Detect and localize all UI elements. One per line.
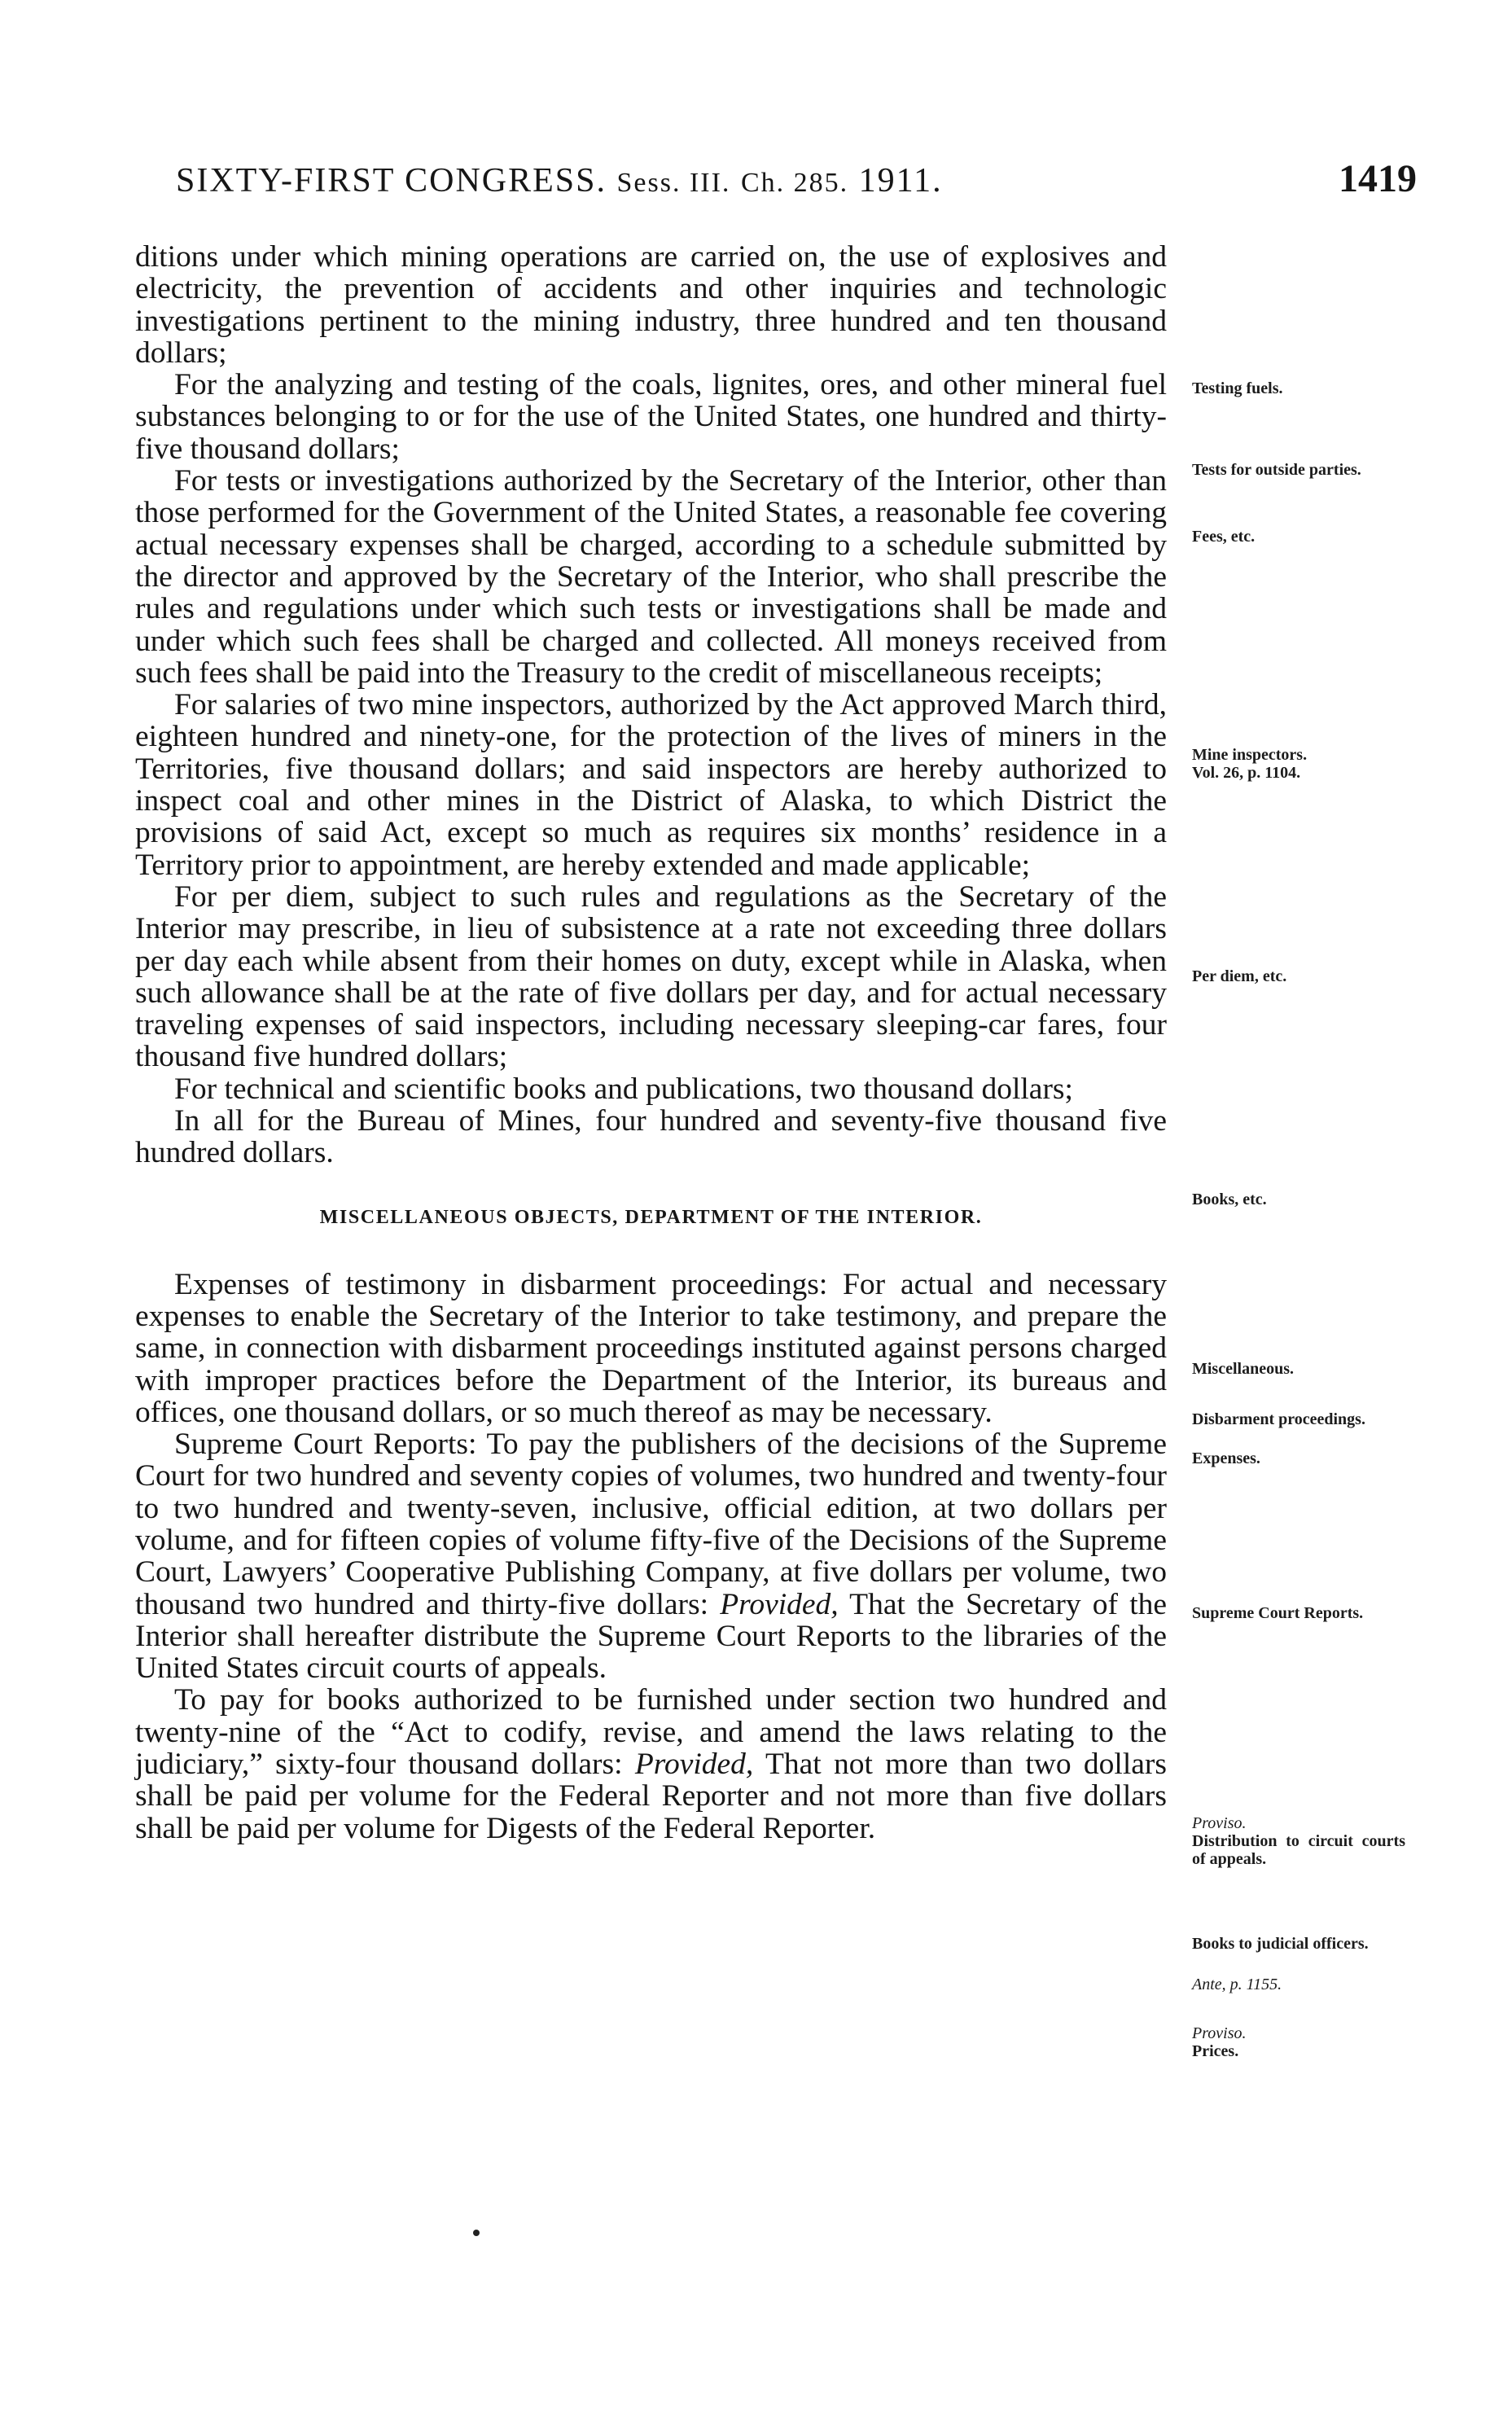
margin-note-vol-reference: Vol. 26, p. 1104. [1192,764,1301,782]
paragraph-testing-fuels: For the analyzing and testing of the coals, lignites, ores, and other mineral fuel substances belonging to or for the use of the United States, one hundred and thirty-five thousand dollars; [135,368,1167,466]
paragraph-per-diem: For per diem, subject to such rules and regulations as the Secretary of the Interior may prescribe, in lieu of subsistence at a rate not exceeding three dollars per day each while absent from their homes on duty, except while in Alaska, when such allowance shall be at the rate of five dollars per day, and for actual necessary traveling expenses of said inspectors, including necessary sleeping-car fares, four thousand five hundred dollars; [135,879,1167,1074]
paragraph-continuation: ditions under which mining operations are carried on, the use of explosives and electricity, the prevention of accidents and other inquiries and technologic investigations pertinent to the mining industry, three hundred and ten thousand dollars; [135,240,1167,370]
proviso-prices-text: That not more than two dollars shall be paid per volume for the Federal Reporter and not more than five dollars shall be paid per volume for Digests of the Federal Reporter. [135,1748,1167,1845]
chapter-label: Ch. 285. [740,168,849,198]
running-head-text [176,161,943,200]
paragraph-books: For technical and scientific books and publications, two thousand dollars; [174,1072,1073,1106]
margin-note-mine-inspectors: Mine inspectors. [1192,746,1308,764]
page-number: 1419 [1339,157,1417,200]
margin-note-per-diem: Per diem, etc. [1192,967,1287,985]
session-label: Sess. III. [616,168,731,198]
margin-note-books: Books, etc. [1192,1191,1267,1208]
year-label: 1911. [858,162,943,200]
margin-note-supreme-court: Supreme Court Reports. [1192,1604,1364,1622]
paragraph-supreme-court-reports [135,1428,1167,1684]
running-head [176,157,1446,218]
supreme-court-text: Supreme Court Reports: To pay the publishers of the decisions of the Supreme Court for two hundred and seventy copies of volumes, two hundred and twenty-four to two hundred and twenty-seven, inclusive, official edition, at two dollars per volume, and for fifteen copies of volume fifty-five of the Decisions of the Supreme Court, Lawyers’ Cooperative Publishing Company, at five dollars per volume, two thousand two hundred and thirty-five dollars: [135,1427,1167,1621]
margin-note-proviso: Proviso. [1192,2024,1247,2042]
body-text [135,241,1167,1844]
ink-speck [473,2230,480,2236]
section-heading: MISCELLANEOUS OBJECTS, DEPARTMENT OF THE INTERIOR. [319,1206,983,1228]
paragraph-outside-tests: For tests or investigations authorized by the Secretary of the Interior, other than those performed for the Government of the United States, a reasonable fee covering actual necessary expenses shall be charged, according to a schedule submitted by the director and approved by the Secretary of the Interior, who shall prescribe the rules and regulations under which such tests or investigations shall be made and under which such fees shall be charged and collected. All moneys received from such fees shall be paid into the Treasury to the credit of miscellaneous receipts; [135,464,1167,690]
paragraph-mine-inspectors: For salaries of two mine inspectors, authorized by the Act approved March third, eighteen hundred and ninety-one, for the protection of the lives of miners in the Territories, five thousand dollars; and said inspectors are hereby authorized to inspect coal and other mines in the District of Alaska, to which District the provisions of said Act, except so much as requires six months’ residence in a Territory prior to appointment, are hereby extended and made applicable; [135,688,1167,882]
margin-note-judicial-books: Books to judicial officers. [1192,1935,1369,1953]
margin-note-outside-tests: Tests for outside parties. [1192,461,1361,479]
proviso-word: Provided, [634,1748,754,1782]
margin-note-ante-reference: Ante, p. 1155. [1192,1976,1282,1993]
paragraph-judicial-books [135,1684,1167,1844]
margin-note-fees: Fees, etc. [1192,528,1256,546]
margin-note-proviso: Proviso. [1192,1814,1247,1832]
margin-note-prices: Prices. [1192,2042,1239,2060]
paragraph-disbarment: Expenses of testimony in disbarment proceedings: For actual and necessary expenses to enable the Secretary of the Interior to take testimony, and prepare the same, in connection with disbarment proceedings instituted against persons charged with improper practices before the Department of the Interior, its bureaus and offices, one thousand dollars, or so much thereof as may be necessary. [135,1267,1167,1429]
margin-note-miscellaneous: Miscellaneous. [1192,1360,1294,1378]
proviso-word: Provided, [720,1587,839,1621]
margin-note-distribution: Distribution to circuit courts of appeals. [1192,1832,1405,1868]
congress-title: SIXTY-FIRST CONGRESS. [176,162,607,200]
judicial-books-text: To pay for books authorized to be furnished under section two hundred and twenty-nine of the “Act to codify, revise, and amend the laws relating to the judiciary,” sixty-four thousand dollars: [135,1683,1167,1782]
margin-note-disbarment: Disbarment proceedings. [1192,1410,1365,1428]
margin-note-expenses: Expenses. [1192,1449,1260,1467]
paragraph-bureau-total: In all for the Bureau of Mines, four hundred and seventy-five thousand five hundred dollars. [135,1104,1167,1170]
margin-note-testing-fuels: Testing fuels. [1192,379,1283,397]
proviso-distribution-text: That the Secretary of the Interior shall hereafter distribute the Supreme Court Reports to the libraries of the United States circuit courts of appeals. [135,1587,1168,1686]
